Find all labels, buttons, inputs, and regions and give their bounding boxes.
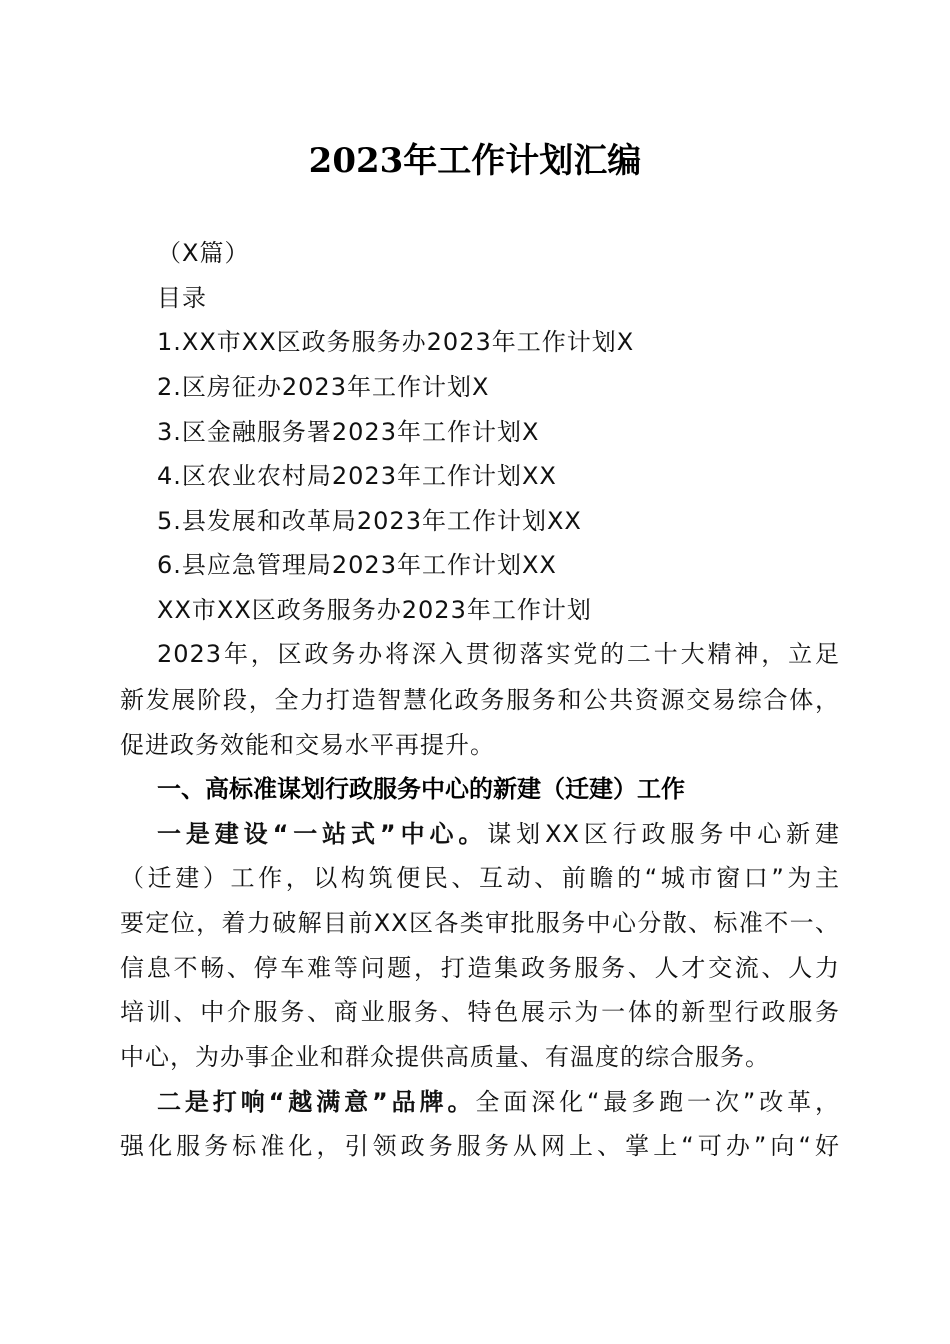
intro-line: 促进政务效能和交易水平再提升。 bbox=[120, 731, 495, 759]
intro-line: 新发展阶段，全力打造智慧化政务服务和公共资源交易综合体， bbox=[120, 686, 840, 714]
document-subtitle: （X篇） bbox=[157, 239, 250, 267]
document-title: 2023年工作计划汇编 bbox=[308, 141, 642, 181]
paragraph-line: 强化服务标准化，引领政务服务从网上、掌上“可办”向“好 bbox=[120, 1132, 840, 1160]
paragraph-line bbox=[157, 1086, 840, 1118]
section-heading: 一、高标准谋划行政服务中心的新建（迁建）工作 bbox=[157, 775, 685, 803]
paragraph-line: 信息不畅、停车难等问题，打造集政务服务、人才交流、人力 bbox=[120, 954, 840, 982]
paragraph-line: 要定位，着力破解目前XX区各类审批服务中心分散、标准不一、 bbox=[120, 909, 840, 937]
toc-item: 6.县应急管理局2023年工作计划XX bbox=[157, 551, 557, 579]
paragraph-line: 中心，为办事企业和群众提供高质量、有温度的综合服务。 bbox=[120, 1043, 770, 1071]
paragraph-line: 培训、中介服务、商业服务、特色展示为一体的新型行政服务 bbox=[120, 998, 840, 1026]
toc-item: 1.XX市XX区政务服务办2023年工作计划X bbox=[157, 328, 635, 356]
toc-item: 3.区金融服务署2023年工作计划X bbox=[157, 418, 540, 446]
paragraph-line bbox=[157, 818, 840, 850]
paragraph-text: 谋划XX区行政服务中心新建 bbox=[487, 820, 840, 848]
toc-heading: 目录 bbox=[157, 284, 207, 312]
paragraph-lead: 二是打响“越满意”品牌。 bbox=[157, 1088, 476, 1116]
paragraph-line: （迁建）工作，以构筑便民、互动、前瞻的“城市窗口”为主 bbox=[120, 864, 840, 892]
paragraph-text: 全面深化“最多跑一次”改革， bbox=[475, 1088, 840, 1116]
toc-item: 2.区房征办2023年工作计划X bbox=[157, 373, 490, 401]
paragraph-lead: 一是建设“一站式”中心。 bbox=[157, 820, 488, 848]
toc-item: 4.区农业农村局2023年工作计划XX bbox=[157, 462, 557, 490]
toc-item: 5.县发展和改革局2023年工作计划XX bbox=[157, 507, 582, 535]
intro-line: 2023年，区政务办将深入贯彻落实党的二十大精神，立足 bbox=[157, 640, 840, 668]
article-title: XX市XX区政务服务办2023年工作计划 bbox=[157, 596, 592, 624]
